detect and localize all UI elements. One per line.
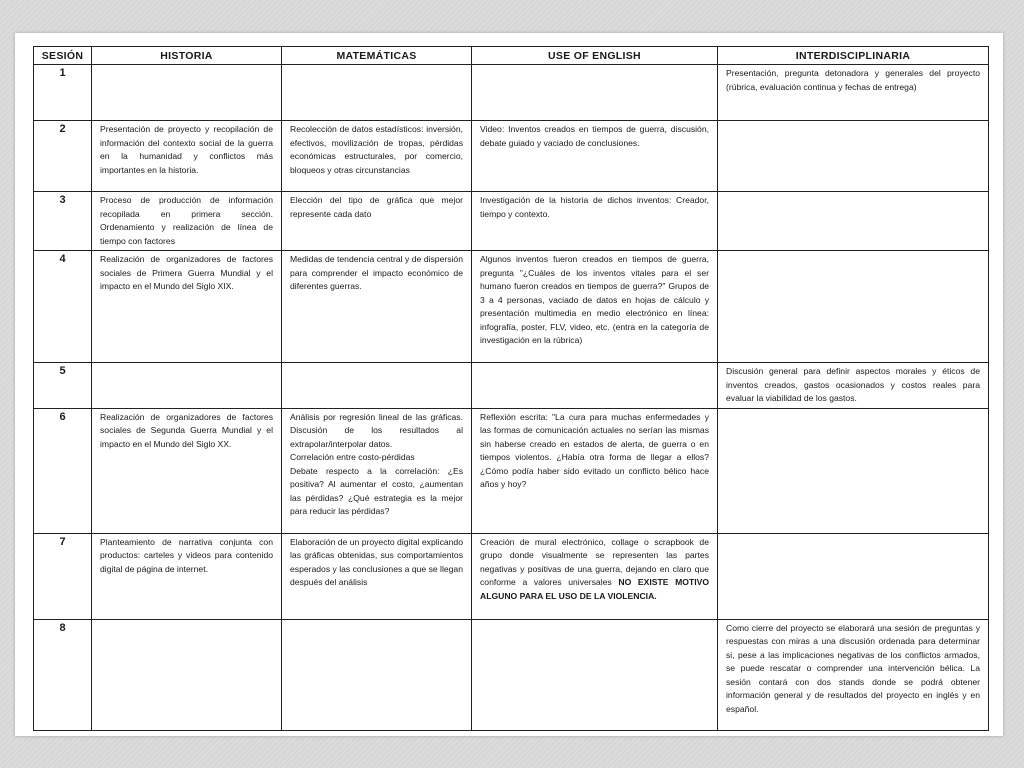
session-plan-table [33, 46, 989, 731]
matematicas-cell [282, 619, 472, 730]
english-cell [472, 619, 718, 730]
table-row [34, 363, 989, 409]
session-number: 5 [34, 363, 92, 409]
matematicas-line: Debate respecto a la correlación: ¿Es positiva? Al aumentar el costo, ¿aumentan las pérdidas? ¿Qué estrategia es la mejor para reducir las pérdidas? [290, 465, 463, 516]
session-number: 4 [34, 251, 92, 363]
header-sesion: SESIÓN [34, 47, 92, 65]
historia-cell [92, 65, 282, 121]
matematicas-cell [282, 408, 472, 533]
document-page [15, 33, 1003, 736]
session-number: 2 [34, 121, 92, 192]
header-matematicas: MATEMÁTICAS [282, 47, 472, 65]
english-emphasis: NO EXISTE MOTIVO ALGUNO PARA EL USO DE LA VIOLENCIA. [480, 577, 709, 601]
interdisciplinaria-cell [718, 251, 989, 363]
historia-cell: Proceso de producción de información recopilada en primera sección. Ordenamiento y realización de línea de tiempo con factores [92, 192, 282, 251]
header-row [34, 47, 989, 65]
table-row [34, 408, 989, 533]
english-cell: Reflexión escrita: "La cura para muchas enfermedades y las formas de comunicación actuales no serían las mismas sin haberse creado en estados de alerta, de guerra o en tiempos violentos. ¿Había otra forma de llegar a ellos? ¿Cómo podía haber sido evitado un conflicto bélico hace años y hoy? [472, 408, 718, 533]
matematicas-cell: Recolección de datos estadísticos: inversión, efectivos, movilización de tropas, pérdidas económicas estructurales, por comercio, bloqueos y otras circunstancias [282, 121, 472, 192]
header-interdisciplinaria: INTERDISCIPLINARIA [718, 47, 989, 65]
matematicas-line: Correlación entre costo-pérdidas [290, 452, 415, 462]
matematicas-cell [282, 65, 472, 121]
historia-cell: Realización de organizadores de factores sociales de Segunda Guerra Mundial y el impacto en el Mundo del Siglo XX. [92, 408, 282, 533]
session-number: 8 [34, 619, 92, 730]
historia-cell: Realización de organizadores de factores sociales de Primera Guerra Mundial y el impacto en el Mundo del Siglo XIX. [92, 251, 282, 363]
interdisciplinaria-cell [718, 121, 989, 192]
interdisciplinaria-cell: Presentación, pregunta detonadora y generales del proyecto (rúbrica, evaluación continua y fechas de entrega) [718, 65, 989, 121]
session-number: 3 [34, 192, 92, 251]
table-row [34, 192, 989, 251]
table-row [34, 121, 989, 192]
matematicas-cell: Elaboración de un proyecto digital explicando las gráficas obtenidas, sus comportamientos esperados y las conclusiones a que se llegan después del análisis [282, 533, 472, 619]
matematicas-cell [282, 363, 472, 409]
english-cell: Video: Inventos creados en tiempos de guerra, discusión, debate guiado y vaciado de conclusiones. [472, 121, 718, 192]
header-historia: HISTORIA [92, 47, 282, 65]
english-cell [472, 363, 718, 409]
interdisciplinaria-cell [718, 408, 989, 533]
matematicas-cell: Elección del tipo de gráfica que mejor represente cada dato [282, 192, 472, 251]
english-cell: Investigación de la historia de dichos inventos: Creador, tiempo y contexto. [472, 192, 718, 251]
table-row [34, 619, 989, 730]
header-english: USE OF ENGLISH [472, 47, 718, 65]
table-row [34, 65, 989, 121]
english-cell: Algunos inventos fueron creados en tiempos de guerra, pregunta "¿Cuáles de los inventos vitales para el ser humano fueron creados en tiempos de guerra?" Grupos de 3 a 4 personas, vaciado de datos en hojas de cálculo y presentación multimedia en medio electrónico en línea: infografía, poster, FLV, video, etc. (entra en la categoría de investigación en la rúbrica) [472, 251, 718, 363]
interdisciplinaria-cell: Discusión general para definir aspectos morales y éticos de inventos creados, gastos ocasionados y costos reales para evaluar la viabilidad de los gastos. [718, 363, 989, 409]
english-cell [472, 65, 718, 121]
english-text: Creación de mural electrónico, collage o scrapbook de grupo donde visualmente se representen las partes negativas y positivas de una guerra, dejando en claro que conforme a valores universales [480, 536, 709, 587]
matematicas-cell: Medidas de tendencia central y de dispersión para comprender el impacto económico de diferentes guerras. [282, 251, 472, 363]
historia-cell [92, 619, 282, 730]
session-number: 1 [34, 65, 92, 121]
interdisciplinaria-cell [718, 533, 989, 619]
session-number: 6 [34, 408, 92, 533]
table-row [34, 251, 989, 363]
historia-cell: Presentación de proyecto y recopilación de información del contexto social de la guerra en la humanidad y conflictos más importantes en la historia. [92, 121, 282, 192]
session-number: 7 [34, 533, 92, 619]
interdisciplinaria-cell: Como cierre del proyecto se elaborará una sesión de preguntas y respuestas con miras a una discusión ordenada para determinar si, pese a las implicaciones negativas de los conflictos armados, se puede rescatar o comprender una intervención bélica. La sesión contará con dos stands donde se podrá obtener información general y de resultados del proyecto en inglés y en español. [718, 619, 989, 730]
historia-cell: Planteamiento de narrativa conjunta con productos: carteles y videos para contenido digital de página de internet. [92, 533, 282, 619]
english-cell [472, 533, 718, 619]
historia-cell [92, 363, 282, 409]
interdisciplinaria-cell [718, 192, 989, 251]
matematicas-line: Análisis por regresión lineal de las gráficas. Discusión de los resultados al extrapolar/interpolar datos. [290, 411, 463, 449]
table-row [34, 533, 989, 619]
